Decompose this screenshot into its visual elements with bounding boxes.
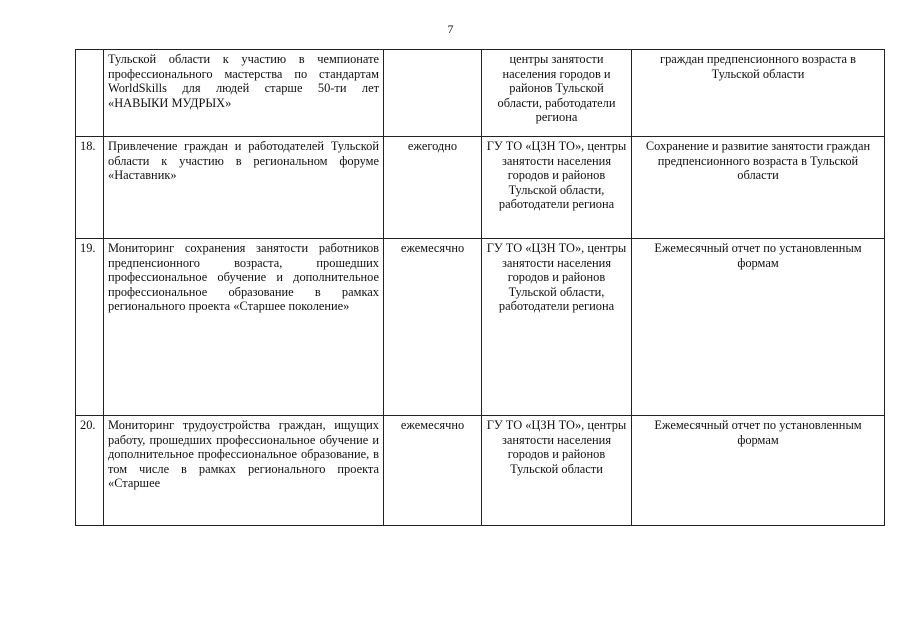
result-cell: Ежемесячный отчет по установленным формам <box>632 416 885 526</box>
table-row <box>76 137 885 239</box>
row-number-cell: 18. <box>76 137 104 239</box>
page-number: 7 <box>447 22 454 36</box>
result-cell: Ежемесячный отчет по установленным формам <box>632 239 885 416</box>
activity-description-cell: Тульской области к участию в чемпионате профессионального мастерства по стандартам WorldSkills для людей старше 50-ти лет «НАВЫКИ МУДРЫХ» <box>104 50 384 137</box>
result-cell: Сохранение и развитие занятости граждан предпенсионного возраста в Тульской области <box>632 137 885 239</box>
activity-table <box>75 49 885 526</box>
activity-description-cell: Привлечение граждан и работодателей Тульской области к участию в региональном форуме «Наставник» <box>104 137 384 239</box>
responsible-cell: ГУ ТО «ЦЗН ТО», центры занятости населения городов и районов Тульской области <box>482 416 632 526</box>
table-row <box>76 50 885 137</box>
responsible-cell: ГУ ТО «ЦЗН ТО», центры занятости населения городов и районов Тульской области, работодатели региона <box>482 239 632 416</box>
row-number-cell: 20. <box>76 416 104 526</box>
period-cell <box>384 50 482 137</box>
period-cell: ежегодно <box>384 137 482 239</box>
table-row <box>76 239 885 416</box>
table-row <box>76 416 885 526</box>
period-cell: ежемесячно <box>384 239 482 416</box>
activity-description-cell: Мониторинг сохранения занятости работников предпенсионного возраста, прошедших профессиональное обучение и дополнительное профессиональное образование в рамках регионального проекта «Старшее поколение» <box>104 239 384 416</box>
responsible-cell: ГУ ТО «ЦЗН ТО», центры занятости населения городов и районов Тульской области, работодатели региона <box>482 137 632 239</box>
row-number-cell <box>76 50 104 137</box>
row-number-cell: 19. <box>76 239 104 416</box>
activity-description-cell: Мониторинг трудоустройства граждан, ищущих работу, прошедших профессиональное обучение и дополнительное профессиональное образование, в том числе в рамках регионального проекта «Старшее <box>104 416 384 526</box>
result-cell: граждан предпенсионного возраста в Тульской области <box>632 50 885 137</box>
period-cell: ежемесячно <box>384 416 482 526</box>
responsible-cell: центры занятости населения городов и районов Тульской области, работодатели региона <box>482 50 632 137</box>
